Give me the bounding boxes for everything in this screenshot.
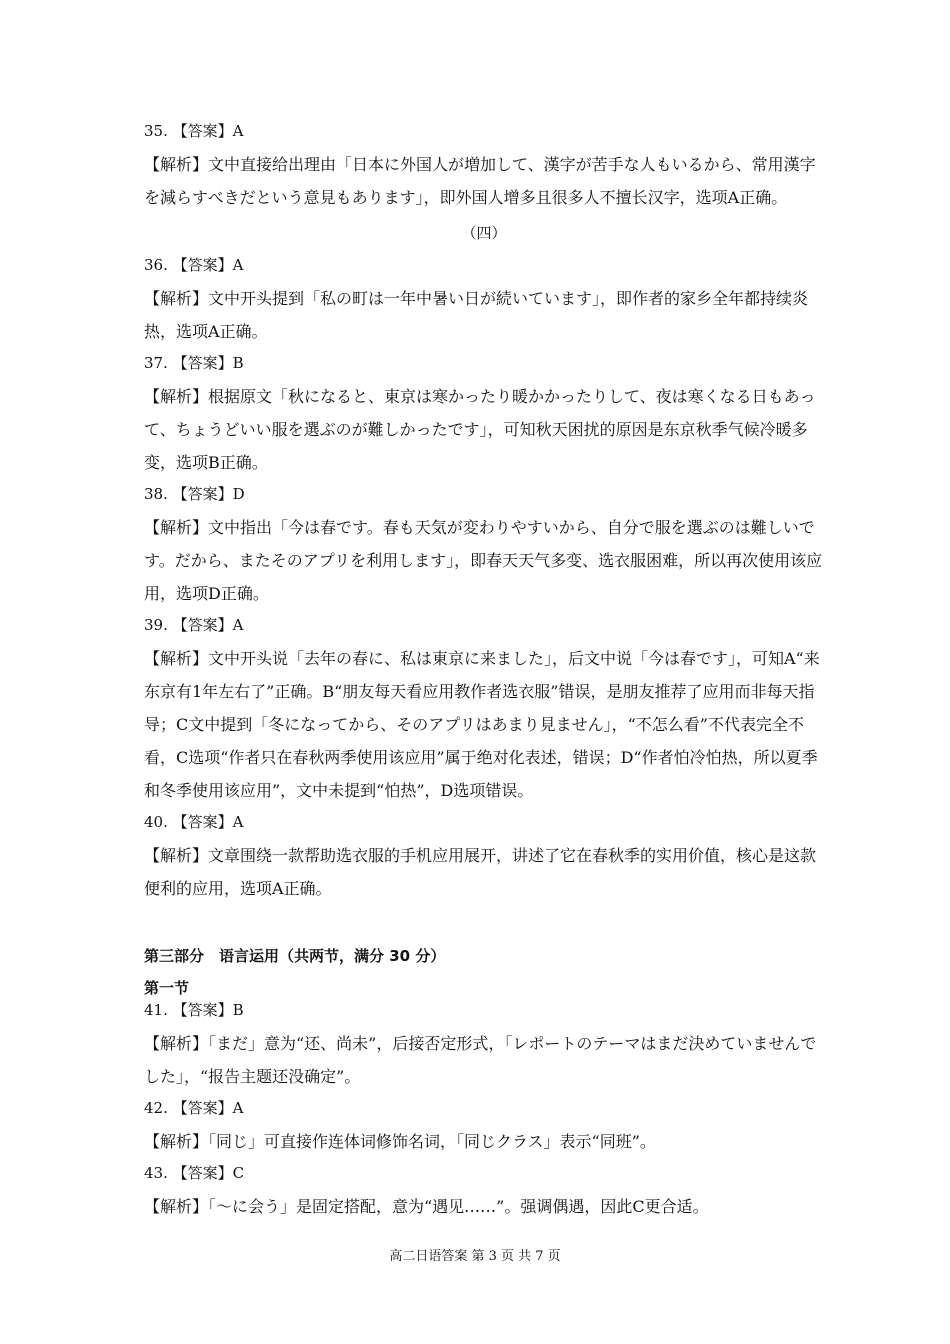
explanation-text: 【解析】「まだ」意为“还、尚未”，后接否定形式，「レポートのテーマはまだ決めていませんでした」，“报告主题还没确定”。 xyxy=(144,1034,817,1086)
answer-line: 42. 【答案】A xyxy=(144,1099,244,1117)
part-three-heading: 第三部分 语言运用（共两节，满分 30 分） xyxy=(144,947,446,965)
question-block-41 xyxy=(144,999,824,1093)
question-block-38 xyxy=(144,483,824,610)
explanation-text: 【解析】文章围绕一款帮助选衣服的手机应用展开，讲述了它在春秋季的实用价值，核心是这款便利的应用，选项A正确。 xyxy=(144,846,817,898)
explanation-text: 【解析】文中开头说「去年の春に、私は東京に来ました」，后文中说「今は春です」，可知A“来东京有1年左右了”正确。B“朋友每天看应用教作者选衣服”错误，是朋友推荐了应用而非每天指导；C文中提到「冬になってから、そのアプリはあまり見ません」，“不怎么看”不代表完全不看，C选项“作者只在春秋两季使用该应用”属于绝对化表述，错误；D“作者怕冷怕热，所以夏季和冬季使用该应用”，文中未提到“怕热”，D选项错误。 xyxy=(144,649,820,800)
page-footer: 高二日语答案 第 3 页 共 7 页 xyxy=(389,1249,561,1264)
answer-line: 43. 【答案】C xyxy=(144,1164,245,1182)
question-block-37 xyxy=(144,352,824,479)
explanation-text: 【解析】文中指出「今は春です。春も天気が変わりやすいから、自分で服を選ぶのは難しいです。だから、またそのアプリを利用します」，即春天天气多变、选衣服困难，所以再次使用该应用，选项D正确。 xyxy=(144,518,823,603)
question-block-43 xyxy=(144,1162,824,1223)
answer-content xyxy=(144,120,824,1227)
explanation-text: 【解析】文中开头提到「私の町は一年中暑い日が続いています」，即作者的家乡全年都持续炎热，选项A正确。 xyxy=(144,289,809,341)
answer-line: 37. 【答案】B xyxy=(144,354,244,372)
question-block-39 xyxy=(144,614,824,807)
explanation-text: 【解析】「同じ」可直接作连体词修饰名词，「同じクラス」表示“同班”。 xyxy=(144,1132,656,1151)
explanation-text: 【解析】「～に会う」是固定搭配，意为“遇见……”。强调偶遇，因此C更合适。 xyxy=(144,1197,709,1216)
answer-line: 41. 【答案】B xyxy=(144,1001,244,1019)
explanation-text: 【解析】根据原文「秋になると、東京は寒かったり暖かかったりして、夜は寒くなる日もあって、ちょうどいい服を選ぶのが難しかったです」，可知秋天困扰的原因是东京秋季气候冷暖多变，选项B正确。 xyxy=(144,387,816,472)
answer-line: 39. 【答案】A xyxy=(144,616,244,634)
answer-line: 36. 【答案】A xyxy=(144,256,244,274)
question-block-36 xyxy=(144,254,824,348)
section-four-heading: （四） xyxy=(461,224,507,242)
question-block-40 xyxy=(144,811,824,905)
section-one-heading: 第一节 xyxy=(144,979,190,997)
question-block-42 xyxy=(144,1097,824,1158)
answer-line: 40. 【答案】A xyxy=(144,813,244,831)
answer-line: 38. 【答案】D xyxy=(144,485,245,503)
answer-line: 35. 【答案】A xyxy=(144,122,244,140)
explanation-text: 【解析】文中直接给出理由「日本に外国人が増加して、漢字が苦手な人もいるから、常用漢字を減らすべきだという意見もあります」，即外国人增多且很多人不擅长汉字，选项A正确。 xyxy=(144,155,816,207)
question-block-35 xyxy=(144,120,824,214)
